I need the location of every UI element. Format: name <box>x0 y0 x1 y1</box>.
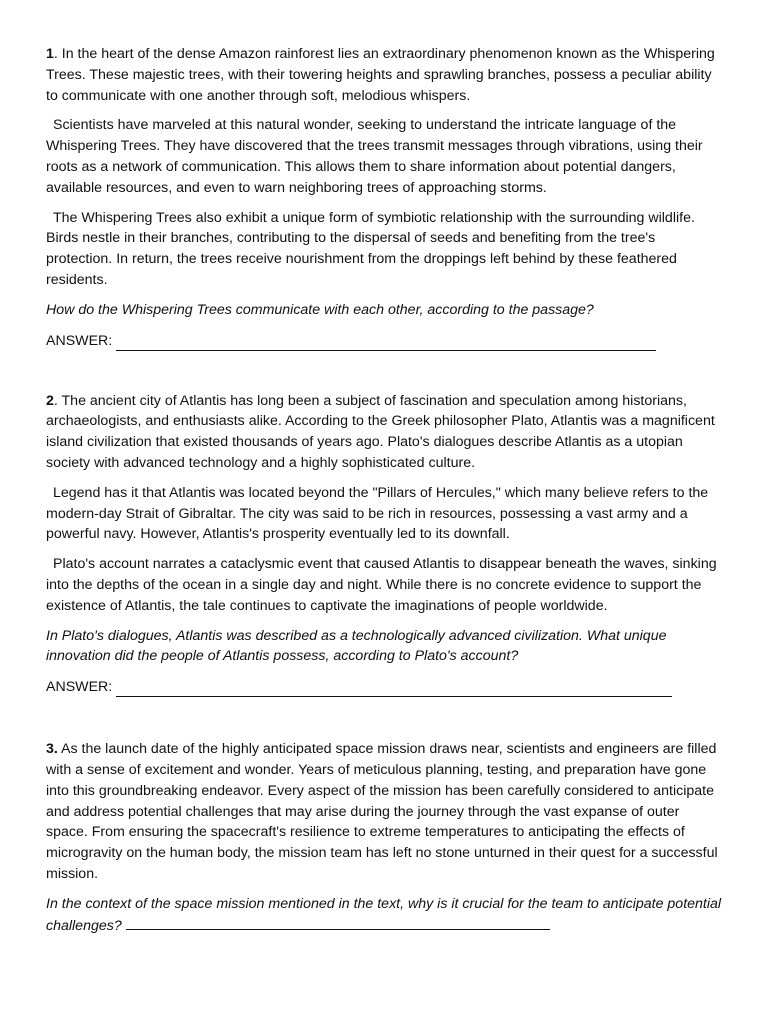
question-number: 2 <box>46 392 54 409</box>
passage-paragraph: Scientists have marveled at this natural wonder, seeking to understand the intricate language of the Whispering Trees. They have discovered that the trees transmit messages through vibrations, using their roots as a network of communication. This allows them to share information about potential dangers, available resources, and even to warn neighboring trees of approaching storms. <box>46 117 703 196</box>
answer-line[interactable] <box>116 336 656 351</box>
question-number: 1 <box>46 46 54 62</box>
answer-line[interactable] <box>126 915 550 930</box>
question-text: How do the Whispering Trees communicate with each other, according to the passage? <box>46 301 594 318</box>
answer-label: ANSWER: <box>46 332 113 349</box>
question-block-1 <box>46 44 722 351</box>
answer-row <box>46 331 722 351</box>
question-block-2 <box>46 391 722 698</box>
passage-paragraph: 1. In the heart of the dense Amazon rainforest lies an extraordinary phenomenon known as the Whispering Trees. These majestic trees, with their towering heights and sprawling branches, possess a peculiar ability to communicate with one another through soft, melodious whispers. <box>46 46 715 104</box>
answer-row <box>46 677 722 697</box>
answer-line[interactable] <box>116 682 672 697</box>
answer-label: ANSWER: <box>46 679 113 696</box>
passage-paragraph: 3. As the launch date of the highly anticipated space mission draws near, scientists and engineers are filled with a sense of excitement and wonder. Years of meticulous planning, testing, and preparation have gone into this groundbreaking endeavor. Every aspect of the mission has been carefully considered to anticipate and address potential challenges that may arise during the journey through the vast expanse of outer space. From ensuring the spacecraft's resilience to extreme temperatures to anticipating the effects of microgravity on the human body, the mission team has left no stone unturned in their quest for a successful mission. <box>46 741 718 882</box>
passage-paragraph: Legend has it that Atlantis was located beyond the "Pillars of Hercules," which many believe refers to the modern-day Strait of Gibraltar. The city was said to be rich in resources, possessing a vast army and a powerful navy. However, Atlantis's prosperity eventually led to its downfall. <box>46 484 709 543</box>
passage-paragraph: Plato's account narrates a cataclysmic event that caused Atlantis to disappear beneath the waves, sinking into the depths of the ocean in a single day and night. While there is no concrete evidence to support the existence of Atlantis, the tale continues to captivate the imaginations of people worldwide. <box>46 556 717 614</box>
passage-paragraph: 2. The ancient city of Atlantis has long been a subject of fascination and speculation among historians, archaeologists, and enthusiasts alike. According to the Greek philosopher Plato, Atlantis was a magnificent island civilization that existed thousands of years ago. Plato's dialogues describe Atlantis as a utopian society with advanced technology and a highly sophisticated culture. <box>46 392 715 471</box>
question-block-3 <box>46 739 722 936</box>
question-text: In Plato's dialogues, Atlantis was described as a technologically advanced civilization. What unique innovation did the people of Atlantis possess, according to Plato's account? <box>46 627 667 665</box>
question-text: In the context of the space mission mentioned in the text, why is it crucial for the team to anticipate potential challenges? <box>46 895 722 934</box>
question-number: 3. <box>46 741 58 758</box>
passage-paragraph: The Whispering Trees also exhibit a unique form of symbiotic relationship with the surrounding wildlife. Birds nestle in their branches, contributing to the dispersal of seeds and benefiting from the tree's protection. In return, the trees receive nourishment from the droppings left behind by these feathered residents. <box>46 209 695 288</box>
